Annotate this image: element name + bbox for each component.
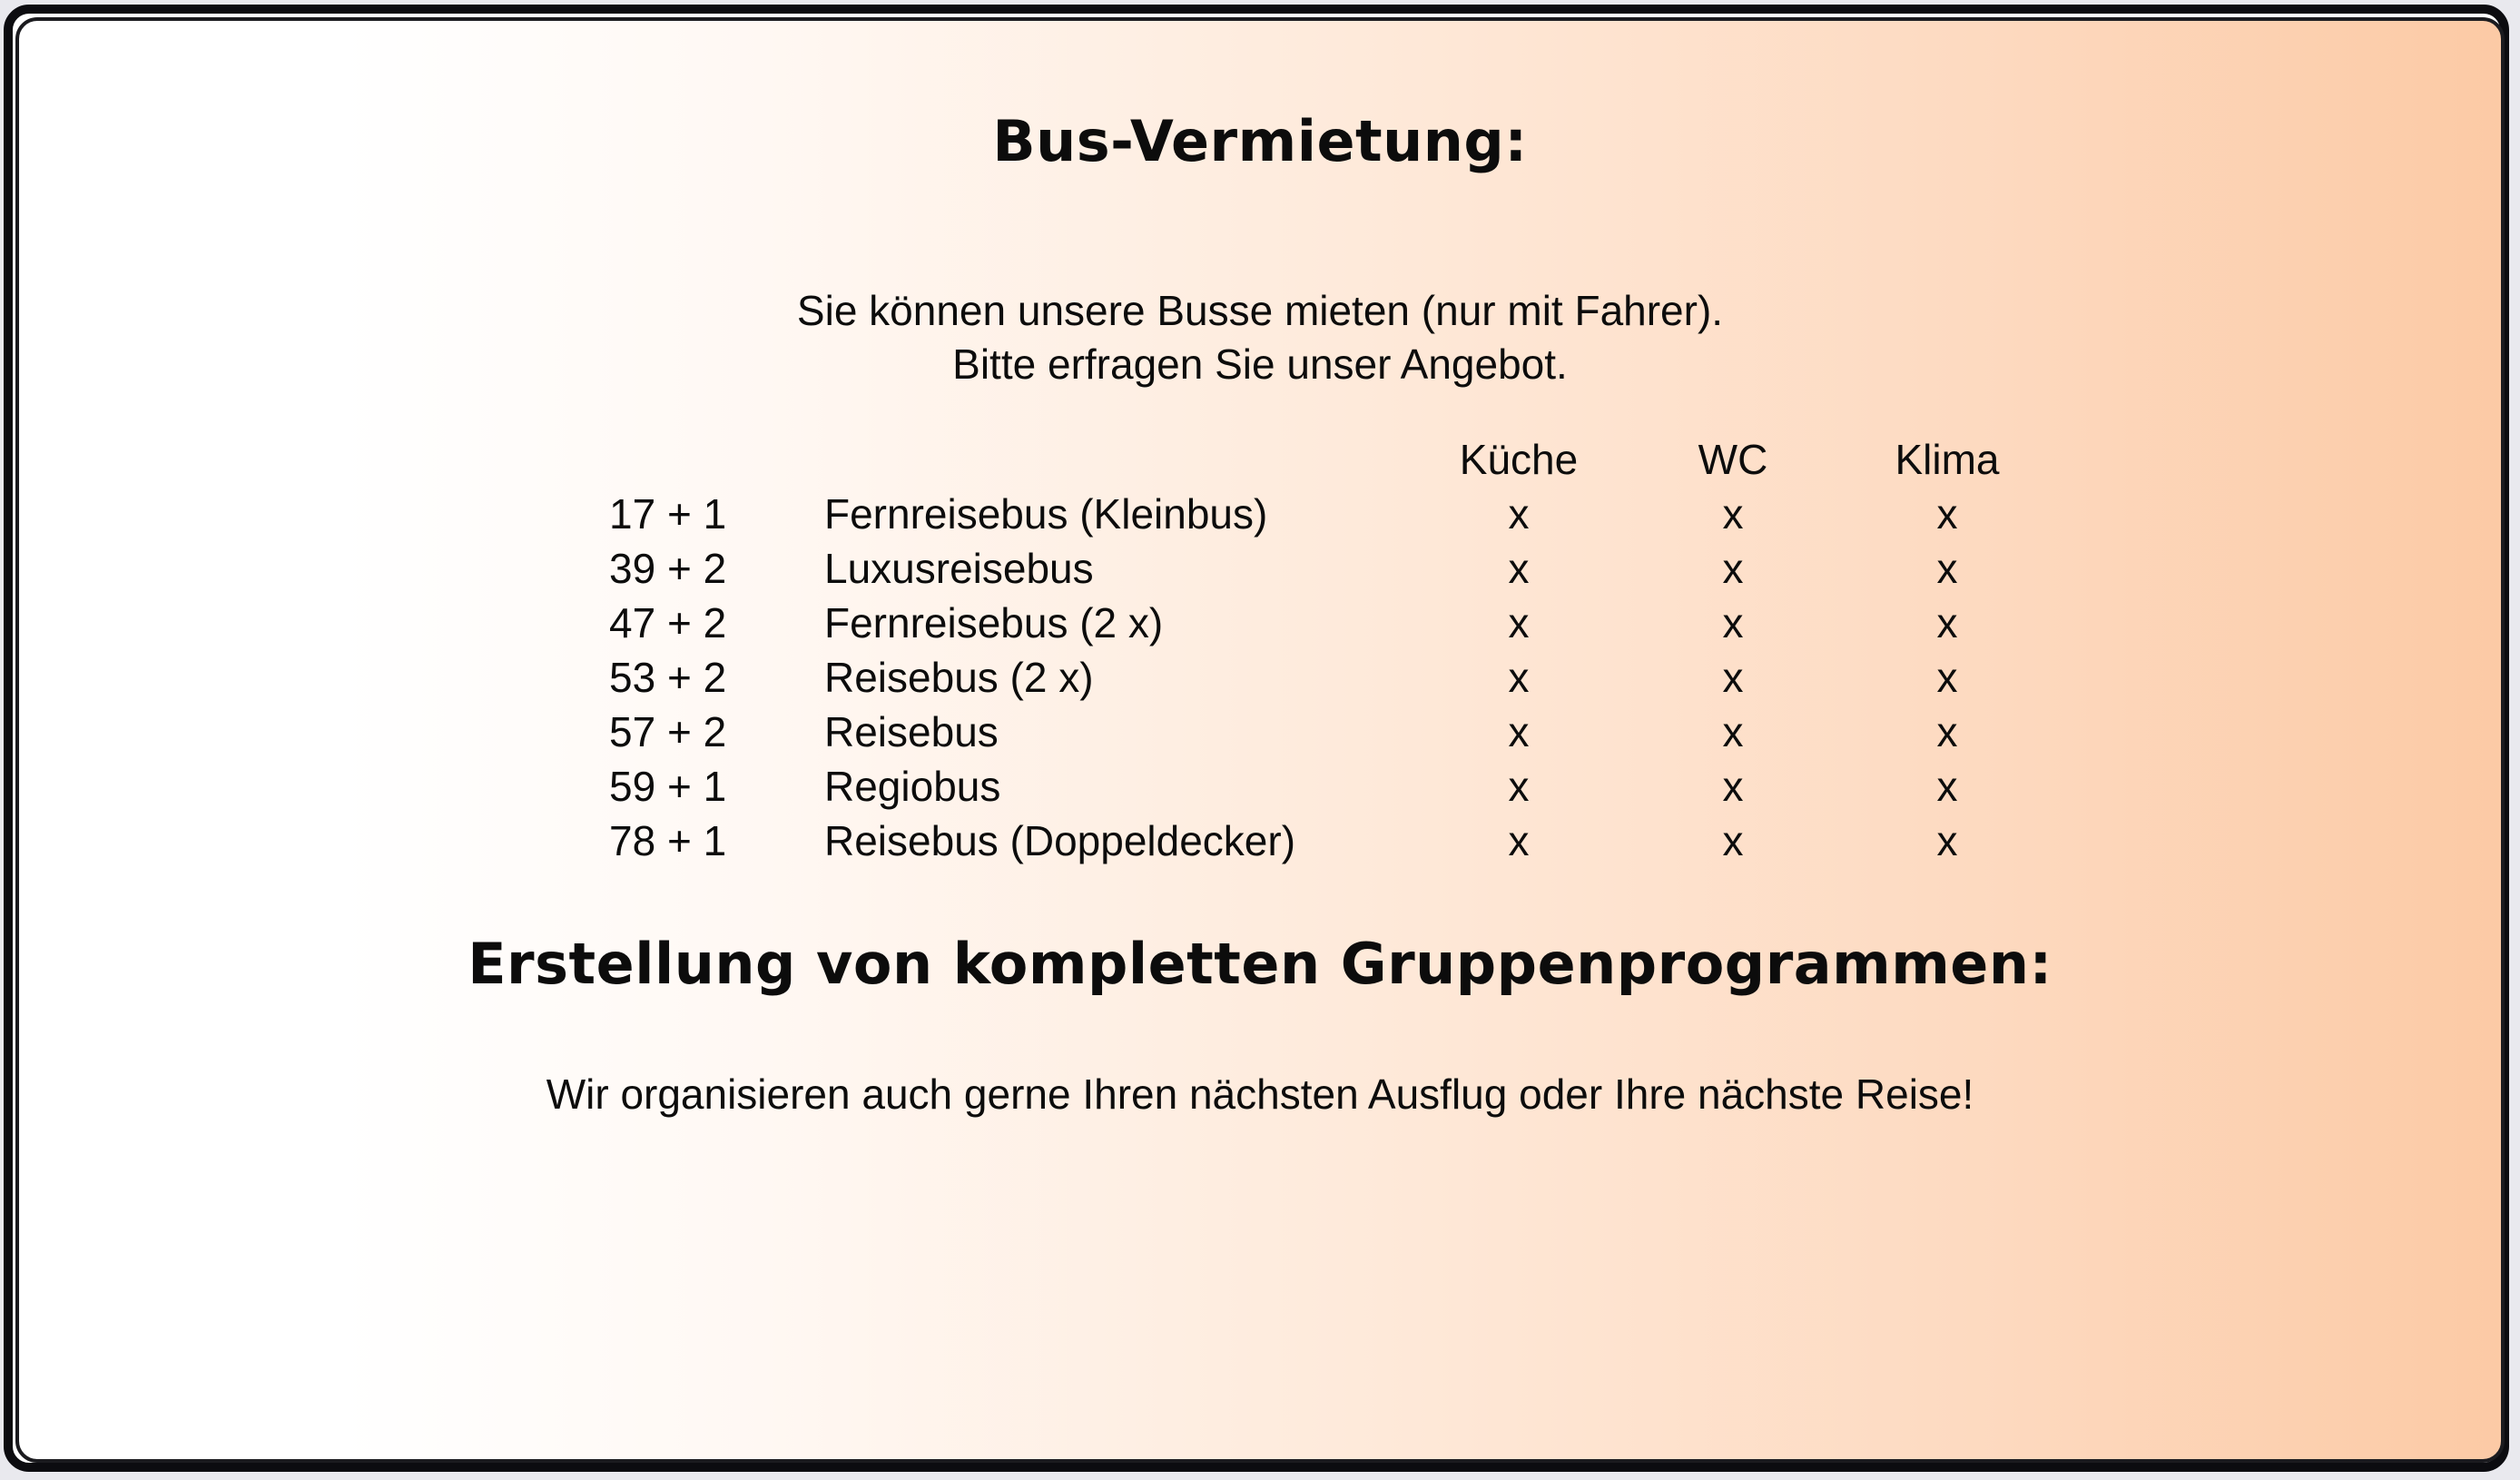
climate-mark: x: [1936, 708, 1958, 755]
bus-seats: 59 + 1: [609, 763, 727, 810]
wc-mark: x: [1722, 817, 1744, 864]
wc-mark: x: [1722, 654, 1744, 701]
kitchen-mark: x: [1508, 817, 1530, 864]
kitchen-mark: x: [1508, 599, 1530, 646]
kitchen-mark: x: [1508, 490, 1530, 538]
column-header-kitchen: Küche: [1459, 436, 1579, 483]
kitchen-mark: x: [1508, 654, 1530, 701]
bus-seats: 57 + 2: [609, 708, 727, 755]
bus-type: Reisebus (Doppeldecker): [824, 817, 1296, 864]
bus-seats: 78 + 1: [609, 817, 727, 864]
group-programs-text: Wir organisieren auch gerne Ihren nächsten Ausflug oder Ihre nächste Reise!: [546, 1071, 1974, 1118]
climate-mark: x: [1936, 599, 1958, 646]
climate-mark: x: [1936, 545, 1958, 592]
intro-line-1: Sie können unsere Busse mieten (nur mit Fahrer).: [796, 287, 1724, 334]
bus-type: Fernreisebus (Kleinbus): [824, 490, 1268, 538]
column-header-climate: Klima: [1895, 436, 2000, 483]
wc-mark: x: [1722, 763, 1744, 810]
bus-seats: 53 + 2: [609, 654, 727, 701]
climate-mark: x: [1936, 490, 1958, 538]
climate-mark: x: [1936, 763, 1958, 810]
column-header-wc: WC: [1698, 436, 1768, 483]
bus-seats: 39 + 2: [609, 545, 727, 592]
bus-type: Luxusreisebus: [824, 545, 1094, 592]
intro-line-2: Bitte erfragen Sie unser Angebot.: [952, 340, 1568, 388]
content-panel: [15, 17, 2505, 1463]
kitchen-mark: x: [1508, 763, 1530, 810]
wc-mark: x: [1722, 599, 1744, 646]
bus-type: Regiobus: [824, 763, 1001, 810]
kitchen-mark: x: [1508, 545, 1530, 592]
bus-type: Reisebus: [824, 708, 999, 755]
bus-type: Fernreisebus (2 x): [824, 599, 1164, 646]
climate-mark: x: [1936, 654, 1958, 701]
kitchen-mark: x: [1508, 708, 1530, 755]
climate-mark: x: [1936, 817, 1958, 864]
wc-mark: x: [1722, 545, 1744, 592]
wc-mark: x: [1722, 708, 1744, 755]
bus-rental-title: Bus-Vermietung:: [992, 108, 1528, 174]
bus-seats: 47 + 2: [609, 599, 727, 646]
wc-mark: x: [1722, 490, 1744, 538]
bus-type: Reisebus (2 x): [824, 654, 1094, 701]
group-programs-title: Erstellung von kompletten Gruppenprogrammen:: [468, 931, 2052, 997]
bus-seats: 17 + 1: [609, 490, 727, 538]
